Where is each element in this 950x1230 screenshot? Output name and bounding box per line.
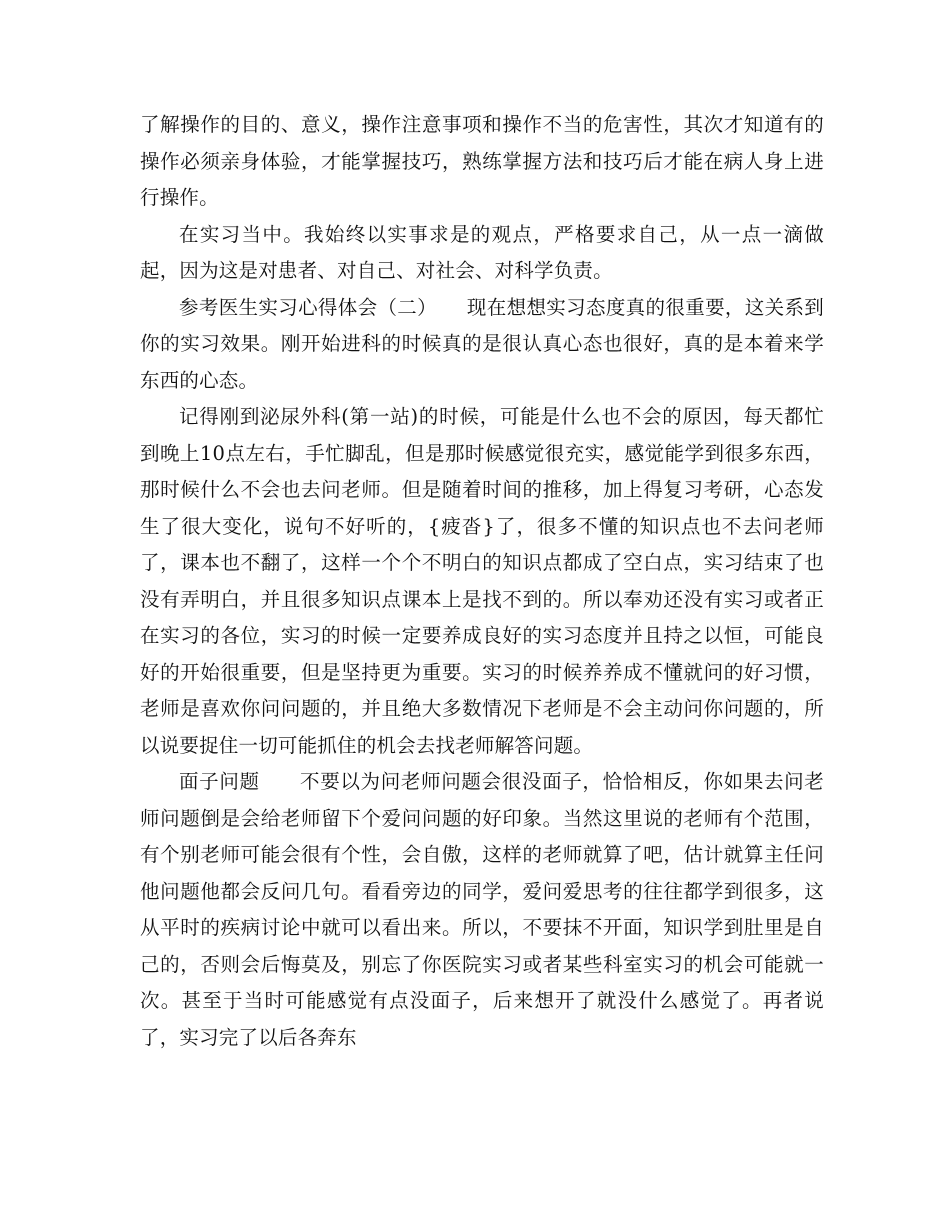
paragraph-face-issue: 面子问题 不要以为问老师问题会很没面子，恰恰相反，你如果去问老师问题倒是会给老师留下个爱问问题的好印象。当然这里说的老师有个范围，有个别老师可能会很有个性，会自傲，这样的老师就算了吧，估计就算主任问他问题他都会反问几句。看看旁边的同学，爱问爱思考的往往都学到很多，这从平时的疾病讨论中就可以看出来。所以，不要抹不开面，知识学到肚里是自己的，否则会后悔莫及，别忘了你医院实习或者某些科室实习的机会可能就一次。甚至于当时可能感觉有点没面子，后来想开了就没什么感觉了。再者说了，实习完了以后各奔东 bbox=[140, 770, 824, 1049]
paragraph-experience-two: 参考医生实习心得体会（二） 现在想想实习态度真的很重要，这关系到你的实习效果。刚开始进科的时候真的是很认真心态也很好，真的是本着来学东西的心态。 bbox=[140, 295, 824, 392]
document-body bbox=[140, 107, 824, 1056]
paragraph-urology-rotation: 记得刚到泌尿外科(第一站)的时候，可能是什么也不会的原因，每天都忙到晚上10点左右，手忙脚乱，但是那时候感觉很充实，感觉能学到很多东西，那时候什么不会也去问老师。但是随着时间的推移，加上得复习考研，心态发生了很大变化，说句不好听的，{疲沓}了，很多不懂的知识点也不去问老师了，课本也不翻了，这样一个个不明白的知识点都成了空白点，实习结束了也没有弄明白，并且很多知识点课本上是找不到的。所以奉劝还没有实习或者正在实习的各位，实习的时候一定要养成良好的实习态度并且持之以恒，可能良好的开始很重要，但是坚持更为重要。实习的时候养养成不懂就问的好习惯，老师是喜欢你问问题的，并且绝大多数情况下老师是不会主动问你问题的，所以说要捉住一切可能抓住的机会去找老师解答问题。 bbox=[140, 405, 824, 757]
paragraph-operation-purpose: 了解操作的目的、意义，操作注意事项和操作不当的危害性，其次才知道有的操作必须亲身体验，才能掌握技巧，熟练掌握方法和技巧后才能在病人身上进行操作。 bbox=[140, 113, 824, 209]
paragraph-practice-attitude: 在实习当中。我始终以实事求是的观点，严格要求自己，从一点一滴做起，因为这是对患者、对自己、对社会、对科学负责。 bbox=[140, 222, 824, 282]
